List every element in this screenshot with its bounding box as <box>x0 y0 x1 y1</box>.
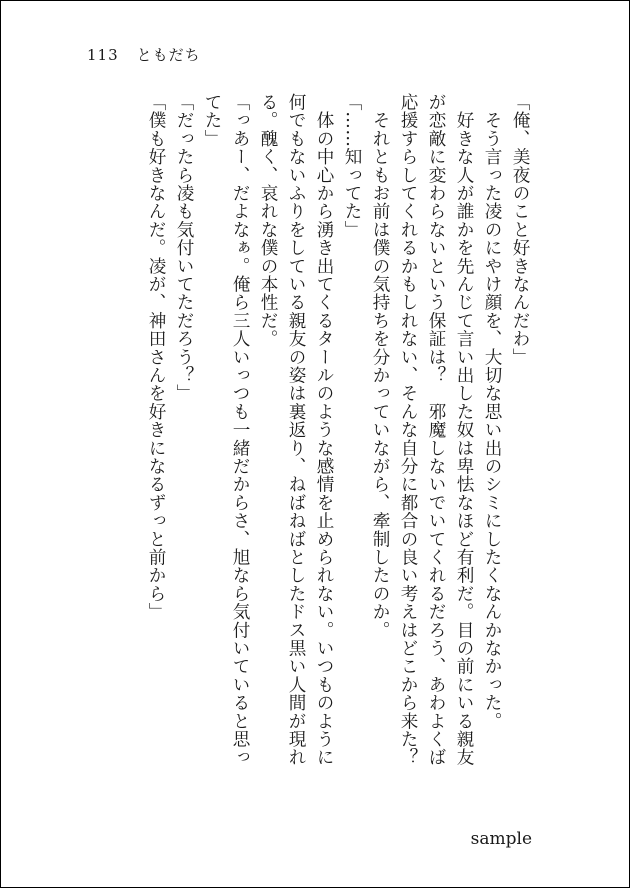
page-number: 113 <box>87 46 119 64</box>
text-line: 好きな人が誰かを先んじて言い出した奴は卑怯なほど有利だ。目の前にいる親友 <box>454 93 474 767</box>
text-line: 「俺、美夜のこと好きなんだわ」 <box>510 93 530 366</box>
text-line: それともお前は僕の気持ちを分かっていながら、牽制したのか。 <box>370 93 390 639</box>
vertical-text-body <box>142 93 534 767</box>
running-header <box>87 44 201 65</box>
text-line: 応援すらしてくれるかもしれない、そんな自分に都合の良い考えはどこから来た？ <box>398 93 418 767</box>
text-line: 「……知ってた」 <box>342 93 362 239</box>
text-line: てた」 <box>202 93 222 148</box>
text-line: 体の中心から湧き出てくるタールのような感情を止められない。いつものように <box>314 93 334 767</box>
text-line: 「僕も好きなんだ。凌が、神田さんを好きになるずっと前から」 <box>146 93 166 621</box>
text-line: 「だったら凌も気付いてただろう？」 <box>174 93 194 403</box>
text-line: る。醜く、哀れな僕の本性だ。 <box>258 93 278 348</box>
text-line: そう言った凌のにやけ顔を、大切な思い出のシミにしたくなんかなかった。 <box>482 93 502 730</box>
text-line: 何でもないふりをしている親友の姿は裏返り、ねばねばとしたドス黒い人間が現れ <box>286 93 306 767</box>
sample-label: sample <box>470 829 532 849</box>
chapter-title: ともだち <box>136 46 201 64</box>
text-line: 「っあー、だよなぁ。俺ら三人いっつも一緒だからさ、旭なら気付いていると思っ <box>230 93 250 767</box>
text-line: が恋敵に変わらないという保証は？ 邪魔しないでいてくれるだろう、あわよくば <box>426 93 446 767</box>
